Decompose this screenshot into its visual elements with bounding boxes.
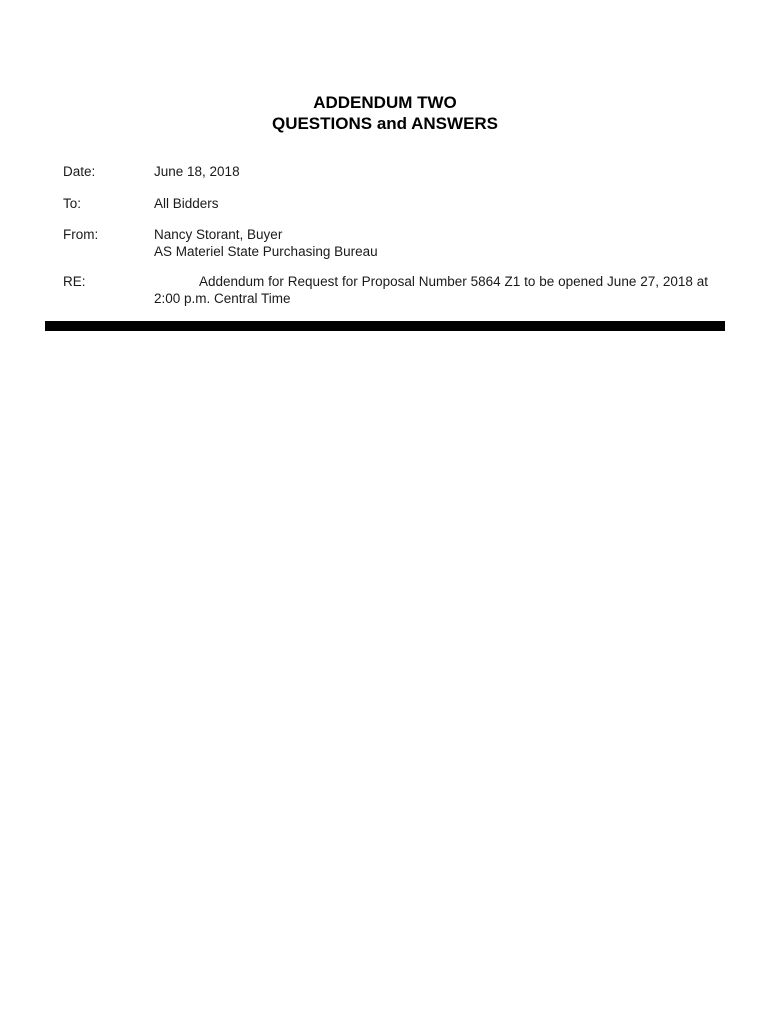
- date-value: June 18, 2018: [154, 164, 240, 179]
- to-value-container: [154, 195, 708, 212]
- re-value-container: [154, 273, 708, 307]
- re-label: RE:: [63, 274, 86, 289]
- title-line-1: ADDENDUM TWO: [313, 93, 457, 112]
- to-value: All Bidders: [154, 196, 219, 211]
- date-value-container: [154, 163, 708, 180]
- document-title: [0, 92, 770, 134]
- title-line-2: QUESTIONS and ANSWERS: [271, 114, 499, 133]
- date-label: Date:: [63, 164, 96, 179]
- to-label: To:: [63, 196, 82, 211]
- header-divider-rule: [45, 321, 725, 331]
- from-value-container: [154, 226, 708, 260]
- from-value-organization: AS Materiel State Purchasing Bureau: [154, 244, 378, 259]
- from-label: From:: [63, 227, 99, 242]
- re-value: Addendum for Request for Proposal Number 5864 Z1 to be opened June 27, 2018 at 2:00 p.m. Central Time: [154, 274, 708, 306]
- from-value-name: Nancy Storant, Buyer: [154, 227, 283, 242]
